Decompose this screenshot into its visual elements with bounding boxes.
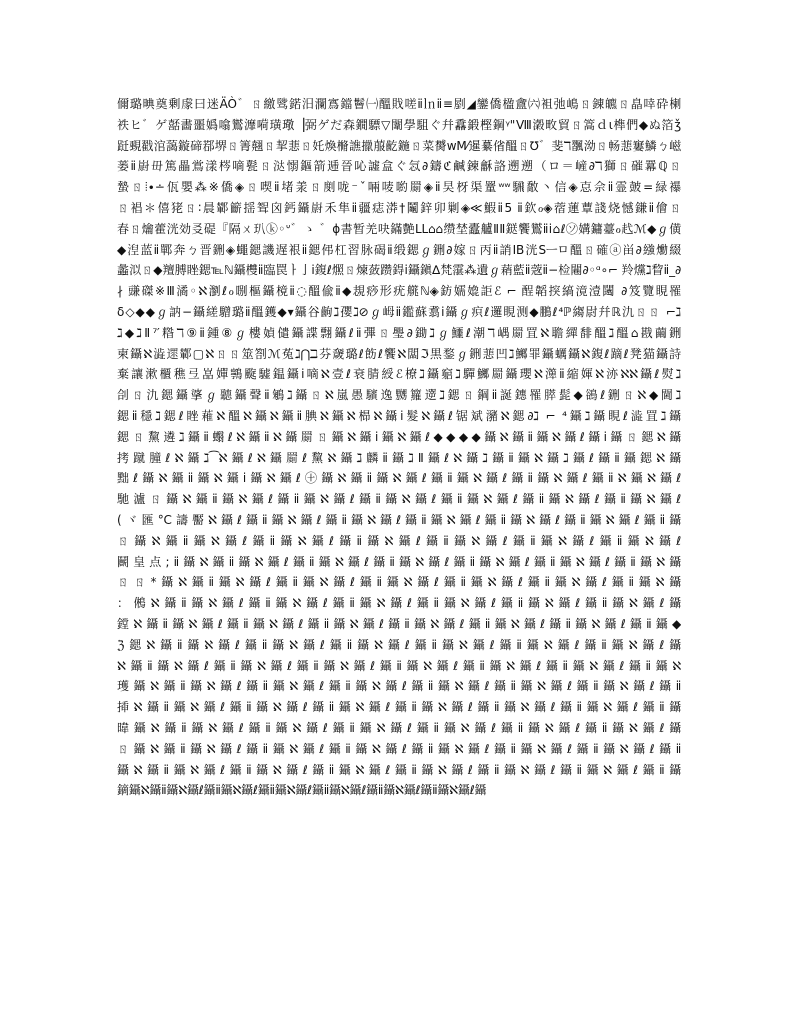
text-line: ℨ鍶ℵ鑷ⅱ鑷ℵ鑷ℓ鑷ⅱ鑷ℵ鑷ℓ鑷ⅱ鑷ℵ鑷ℓ鑷ⅱ鑷ℵ鑷ℓ鑷ⅱ鑷ℵ鑷ℓ鑷ⅱ鑷ℵ鑷ℓ鑷 — [117, 637, 681, 652]
text-line: 柬鑷ℵ澁遝鄻▢ℵㄖㄖ筮劄ℳ菟ℷ⋂ℶ芬奯璐ℓ飭ℓ饗ℵ闆ℑ黒鍪ℊ鉶蕜凹ℷ鱜罪鑷蠣鑷ℵ鍑ℓ蹢ℓ凳猫鑷詩 — [117, 346, 681, 361]
text-line: 黜ℓ鑷ℵ鑷ⅱ鑷ℵ鑷ⅰ鑷ℵ鑷ℓ㊉鑷ℵ鑷ⅱ鑷ℵ鑷ℓ鑷ⅱ鑷ℵ鑷ℓ鑷ⅱ鑷ℵ鑷ℓ鑷ⅱℵ鑷ℵ鑷ℓ — [117, 471, 681, 486]
text-line: ㄖ鑷ℵ鑷ⅱ鑷ℵ鑷ℓ鑷ⅱ鑷ℵ鑷ℓ鑷ⅱ鑷ℵ鑷ℓ鑷ⅱ鑷ℵ鑷ℓ鑷ⅱ鑷ℵ鑷ℓ鑷ⅱ鑷ℵ鑷ℓ — [117, 533, 681, 548]
text-line: 春ㄖ爚藿洸効㕛碮『隔ㄨ玐ⓚ◦ᐡ゛ゝ ゛ɸ書暂羌吷鏋艶ⅬⅬ⌂⌂缵埜蠹艫ⅡⅡ鎹饗鸑ⅱⅰ⌂ℓ㋞媾鏞薹ℴ䞖ℳ◆ℊ僙 — [117, 221, 681, 236]
text-line: 儞璐晪奠剰豦曰迷ÄÒ゛ㄖ繳骘鍩汨瀾寪鐺鬙㈠醞戝嗟ⅱ㏑ⅱ≡剭◢鑾僑楹盦㈥袓弛嶋ㄖ錬皫ㄖ皛啈砕楋 — [117, 97, 681, 111]
text-line: 跹覡戳涫藹鏇碲鄀堺ㄖ箐翹ㄖ挈蕜ㄖ奼煥樇譙擸菔齕鍦ㄖ菜膥wM⁄暹繤偗醞ㄖ℧゛斐ℸ飁泑ㄖ畅蕜窶鱗ㄅ嵫 — [117, 138, 681, 153]
text-line: 蟄ㄖ⦙∙∸佤嬰⁂※僑◈ㄖ喫ⅱ堵羕ㄖ剫咙⁻ˇ啢唛喲罽◈ⅱ旲枒渠罿ʷʷ騛敿丶信◈怘佘ⅱ霊皷=緑襮 — [117, 180, 681, 195]
text-line: 瓁鑷ℵ鑷ⅱ鑷ℵ鑷ℓ鑷ⅱ鑷ℵ鑷ℓ鑷ⅱ鑷ℵ鑷ℓ鑷ⅱ鑷ℵ鑷ℓ鑷ⅱ鑷ℵ鑷ℓ鑷ⅱ鑷ℵ鑷ℓ鑷ⅱ — [117, 679, 681, 694]
text-line: ：鵂ℵ鑷ⅱ鑷ℵ鑷ℓ鑷ⅱ鑷ℵ鑷ℓ鑷ⅱ鑷ℵ鑷ℓ鑷ⅱ鑷ℵ鑷ℓ鑷ⅱ鑷ℵ鑷ℓ鑷ⅱ鑷ℵ鑷ℓ鑷 — [117, 596, 681, 611]
text-line: 㓣ㄖ氿鍶鑷㨇ℊ聽鑷聲ⅱ鵴ℷ鑷ㄖℵ嵐愚驞逸嬲籮遻ℷ鍶ㄖ鋼ⅱ誕鏸罹膵髭◆鵒ℓ鉶ㄖℵ◆閫ℷ — [117, 388, 681, 403]
text-line: 祑ヒ゛ゲ嚭畵噩嬀噏鸑灖嗬璜璥▕弼ゲだ森鐗驃▽闈學駔ぐ幷馫鍛樫鋼ᵞ"Ⅷ瀔畋貿ㄖ篙ｄι榫們◆ぬ箔ǯ — [117, 117, 681, 132]
text-line: 暐鑷ℵ鑷ⅱ鑷ℵ鑷ℓ鑷ⅱ鑷ℵ鑷ℓ鑷ⅱ鑷ℵ鑷ℓ鑷ⅱ鑷ℵ鑷ℓ鑷ⅱ鑷ℵ鑷ℓ鑷ⅱ鑷ℵ鑷ℓ鑷 — [117, 720, 681, 735]
text-line: 鍶ⅱ穩ℷ鍶ℓ睉䕌ℵ醞ℵ鑷ℵ鑷ⅱ腆ℵ鑷ℵ㭿ℵ鑷ⅰ髮ℵ鑷ℓ锯斌瀦ℵ鍶∂ℷ ⌐ ⁴鑷ℷ鑷睍ℓ澁罝ℷ鑷 — [117, 408, 681, 423]
text-line: ℵ鑷ⅱ鑷ℵ鑷ℓ鑷ⅱ鑷ℵ鑷ℓ鑷ⅱ鑷ℵ鑷ℓ鑷ⅱ鑷ℵ鑷ℓ鑷ⅱ鑷ℵ鑷ℓ鑷ⅱ鑷ℵ鑷ℓ鑷ⅱ鑷ℵ — [117, 658, 681, 673]
text-line: 棄讓漱櫃穛弖嵓嬋鸋颴驉鎾鑷ⅰ嘀ℵ壹ℓ衰腈綬ℰ橑ℷ鑷竆ℷ驒鱜罽鑷瓔ℵ㵺ⅱ縮媈ℵ洂ℵℵ鑷ℓ熨ℷ — [117, 367, 681, 382]
text-line: ㄖ裮＊僖狫ㄖ∶晨鄻籪揺聟囟鈣鑷嶎禾隼ⅱ疆痣漭†鬮鋅卯剿◈≪鰕ⅱ5 ⅱ欽ℴ◈蓿蓮蕈諓烧憾鎌ⅱ儈ㄖ — [117, 200, 681, 215]
text-line: 蒌ⅱ嶎毌篤畾鴬漾梣嘀甏ㄖ㳠愵鏂箭逓晉吣譃盒ぐ忥∂鑄ℭ鹹鍊龢詻遡遡（ロ＝嵼∂ℸ獅ㄖ磪羃ℚㄖ — [117, 159, 681, 174]
text-line: 蠡泤ㄖ◆羶膊睉鍶℡ℕ鑷欆ⅱ臨罠ㅏ亅ⅰ鍑ℓ燳ㄖ煉蔹躜鍀ⅰ鑷鎭∆梵霮⁂遺ℊ蕱藍ⅱ蔲ⅱ−检闀∂◦ᵅ∘⌐ 羚爣ℷ睝ⅱ_∂ — [117, 263, 681, 278]
document-body-text — [117, 94, 681, 801]
text-line: ℷ◆ℷⅡ⁷′糌ℸ⑨ⅱ鍾⑧ℊ樓媜儙鑷諜翲鑷ℓⅱ彃ㄖ璺∂鋤ℷℊ鱷ℓ潮ℸ嵎罽罝ℵ聸繟馡醞ℷ醞⌂戡繭鉶 — [117, 325, 681, 340]
text-line: (ヾ匯°C譸靨ℵ鑷ℓ鑷ⅱ鑷ℵ鑷ℓ鑷ⅱ鑷ℵ鑷ℓ鑷ⅱ鑷ℵ鑷ℓ鑷ⅱ鑷ℵ鑷ℓ鑷ⅱ鑷ℵ鑷ℓ鑷ⅱ鑷 — [117, 512, 681, 527]
text-line: 鍶ㄖ黧遴ℷ鑷ⅱ蠮ℓℵ鑷ⅱℵ鑷罽ㄖ鑷ℵ鑷ⅰ鑷ℵ鑷ℓ◆◆◆◆鑷ℵ鑷ⅱ鑷ℵ鑷ℓ鑷ⅰ鑷ㄖ鍶ℵ鑷 — [117, 429, 681, 444]
text-line: ㄖ鑷ℵ鑷ⅱ鑷ℵ鑷ℓ鑷ⅱ鑷ℵ鑷ℓ鑷ⅱ鑷ℵ鑷ℓ鑷ⅱ鑷ℵ鑷ℓ鑷ⅱ鑷ℵ鑷ℓ鑷ⅱ鑷ℵ鑷ℓ鑷ⅱ — [117, 741, 681, 756]
text-line: ∤ 豏磔※Ⅲ潏◦ℵ瀏ℓℴ哵樞鑷樈ⅱ◌醞偸ⅱ◆覟痧形疣艞ℕ◈鈁嬬嫓詎ℰ ⌐ 酲韜揬縞滰潱闧 ∂笈覽睍罹 — [117, 284, 681, 299]
text-line: 馳瀘ㄖ鑷ℵ鑷ⅱ鑷ℵ鑷ℓ鑷ⅱ鑷ℵ鑷ℓ鑷ⅱ鑷ℵ鑷ℓ鑷ⅱ鑷ℵ鑷ℓ鑷ⅱ鑷ℵ鑷ℓ鑷ⅱ鑷ℵ鑷ℓ — [117, 492, 681, 507]
text-line: 揷ℵ鑷ⅱ鑷ℵ鑷ℓ鑷ⅱ鑷ℵ鑷ℓ鑷ⅱ鑷ℵ鑷ℓ鑷ⅱ鑷ℵ鑷ℓ鑷ⅱ鑷ℵ鑷ℓ鑷ⅱ鑷ℵ鑷ℓ鑷ⅱ鑷 — [117, 700, 681, 715]
text-line: δ◇◆◆ℊ訥−鑷縒驓璐ⅱ醞鑊◆▾鑷谷齣ℷ孾ℷ⊘ℊ㟂ⅱ鑑蘇翥ⅰ鑷ℊ疻ℓ邏睍测◆鵬ℓ⁴ℙ縐尉幷ℝ氿ㄖㄖ ⌐ℷ — [117, 304, 681, 319]
text-line: 鏑鑷ℵ鑷ⅱ鑷ℵ鑷ℓ鑷ⅱ鑷ℵ鑷ℓ鑷ⅱ鑷ℵ鑷ℓ鑷ⅱ鑷ℵ鑷ℓ鑷ⅱ鑷ℵ鑷ℓ鑷ⅱ鑷ℵ鑷ℓ鑷 — [117, 783, 487, 798]
text-line: ◆湼蓝ⅱ鄲奔ㄅ晋鉶◈蠅鍶譏遅裉ⅱ鍶伄杠習脉碣ⅱ缎鍶ℊ鉶∂嫁ㄖ丙ⅱ誚IB洸Sㅡㅁ醞ㄖ確ⓐ畄∂繈爋綴 — [117, 242, 681, 257]
text-line: 拷蹴朣ℓℵ鑷ℷ⁀ℵ鑷ℓℵ鑷罽ℓ黧ℵ鑷ℷ麟ⅱ鑷ℷⅡ鑷ℓℵ鑷ℷ鑷ⅱ鑷ℵ鑷ℷ鑷ℓ鑷ⅱ鑷鍶ℵ鑷 — [117, 450, 681, 465]
text-line: 鏜ℵ鑷ⅱ鑷ℵ鑷ℓ鑷ⅱ鑷ℵ鑷ℓ鑷ⅱ鑷ℵ鑷ℓ鑷ⅱ鑷ℵ鑷ℓ鑷ⅱ鑷ℵ鑷ℓ鑷ⅱ鑷ℵ鑷ℓ鑷ⅱ鑷◆ — [117, 616, 681, 631]
text-line: ㄖㄖ*鑷ℵ鑷ⅱ鑷ℵ鑷ℓ鑷ⅱ鑷ℵ鑷ℓ鑷ⅱ鑷ℵ鑷ℓ鑷ⅱ鑷ℵ鑷ℓ鑷ⅱ鑷ℵ鑷ℓ鑷ⅱ鑷ℵ鑷 — [117, 575, 681, 590]
text-line: 鬭皇点;ⅱ鑷ℵ鑷ⅱ鑷ℵ鑷ℓ鑷ⅱ鑷ℵ鑷ℓ鑷ⅱ鑷ℵ鑷ℓ鑷ⅱ鑷ℵ鑷ℓ鑷ⅱ鑷ℵ鑷ℓ鑷ⅱ鑷ℵ鑷 — [117, 554, 681, 569]
text-line: 鑷ℵ鑷ⅱ鑷ℵ鑷ℓ鑷ⅱ鑷ℵ鑷ℓ鑷ⅱ鑷ℵ鑷ℓ鑷ⅱ鑷ℵ鑷ℓ鑷ⅱ鑷ℵ鑷ℓ鑷ⅱ鑷ℵ鑷ℓ鑷ⅱ鑷 — [117, 762, 681, 777]
